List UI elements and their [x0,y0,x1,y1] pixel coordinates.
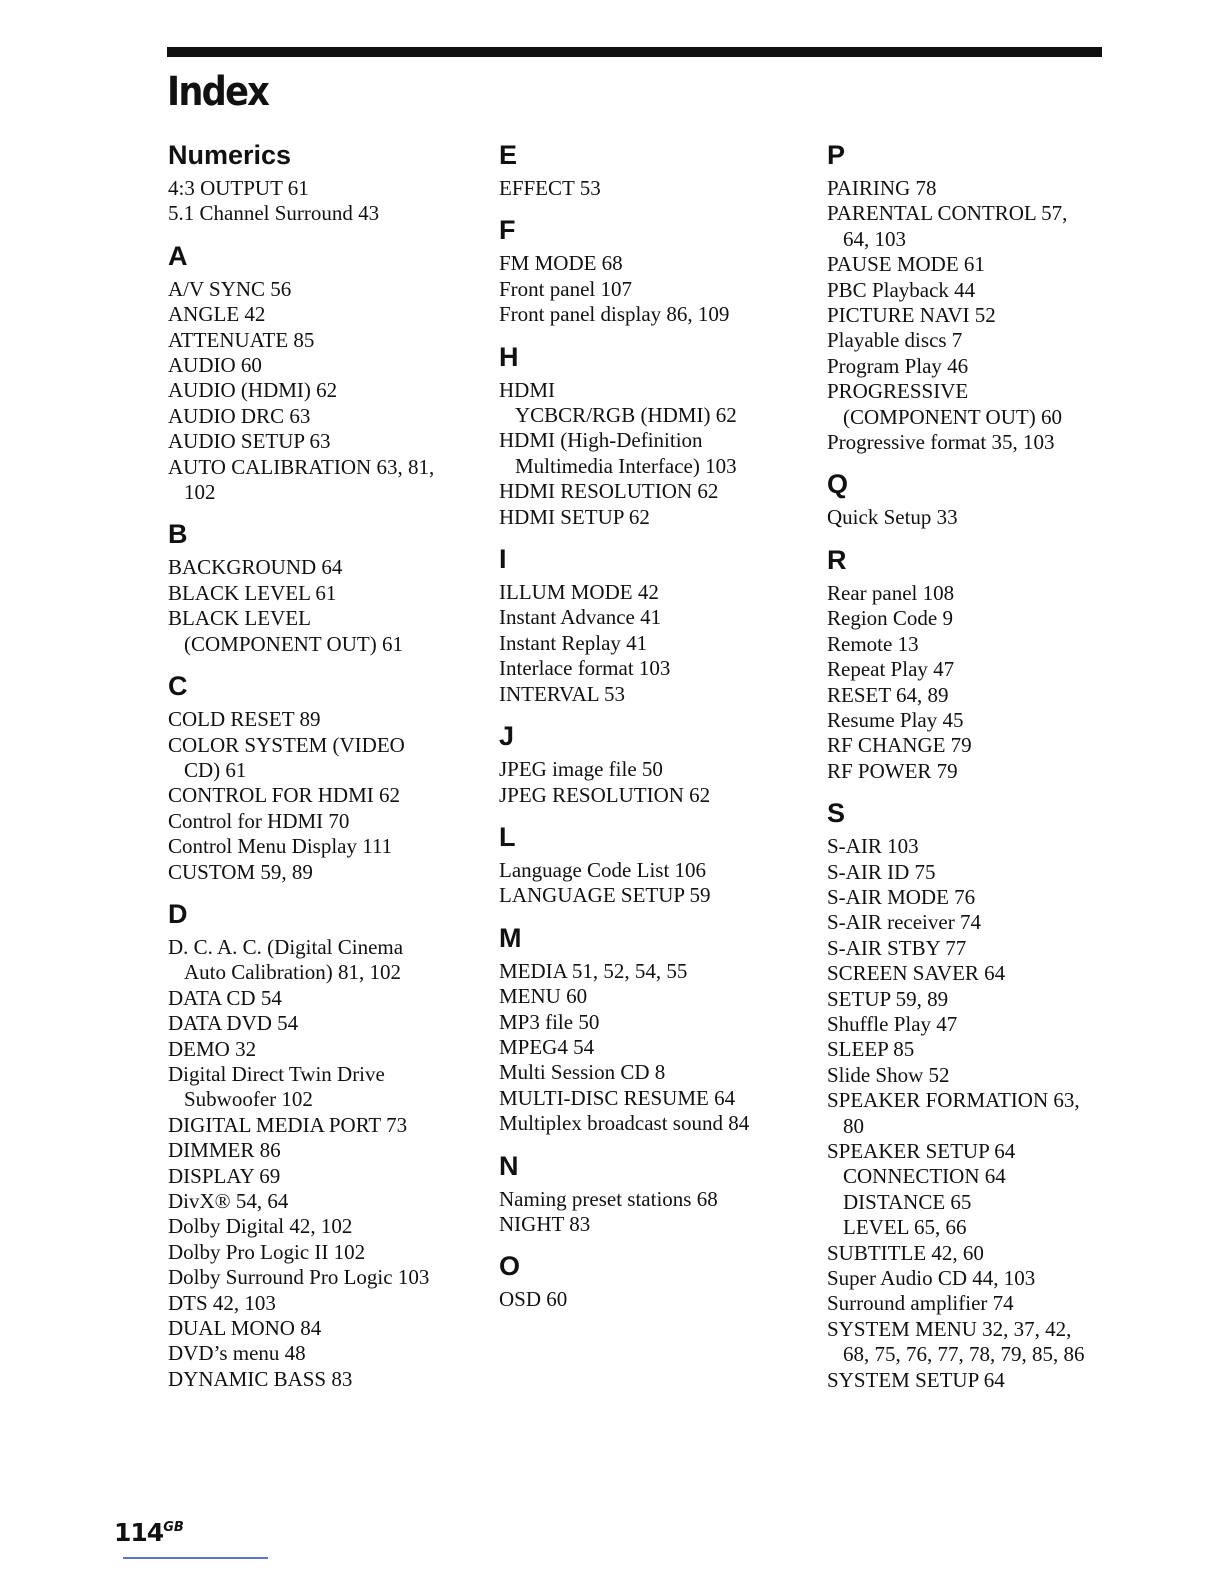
index-entry [499,378,809,429]
index-section [499,721,809,808]
index-entry-text: S-AIR ID 75 [827,859,936,884]
index-entry [827,581,1127,606]
index-entry-continuation: 80 [843,1113,864,1138]
index-entry-text: Language Code List 106 [499,857,707,882]
index-entry-text: S-AIR MODE 76 [827,884,976,909]
index-section [168,140,478,227]
index-entry [827,379,1127,430]
index-entry [168,606,478,657]
index-section [499,544,809,707]
index-entry [827,910,1127,935]
index-entry [499,605,809,630]
index-entry-continuation: Subwoofer 102 [184,1087,313,1112]
index-entry [168,1367,478,1392]
entry-list [168,176,478,227]
index-entry-text: DATA DVD 54 [168,1011,299,1036]
index-entry-text: HDMI [499,377,555,402]
index-entry [168,581,478,606]
index-entry-text: DTS 42, 103 [168,1290,276,1315]
index-entry [168,1291,478,1316]
index-entry-text: SPEAKER SETUP 64 [827,1139,1016,1163]
page-number-value: 114 [114,1518,164,1547]
index-entry-text: BLACK LEVEL [168,606,311,631]
index-entry-text: AUTO CALIBRATION 63, 81, [168,454,435,479]
index-entry [499,631,809,656]
index-entry [499,479,809,504]
index-entry-text: LANGUAGE SETUP 59 [499,883,711,908]
index-entry-text: Repeat Play 47 [827,657,955,682]
index-entry-continuation: 68, 75, 76, 77, 78, 79, 85, 86 [843,1342,1085,1367]
section-heading: B [168,519,188,550]
top-rule [167,47,1102,57]
index-entry-text: D. C. A. C. (Digital Cinema [168,934,404,959]
section-heading: H [499,341,519,372]
index-section [499,215,809,327]
section-heading: F [499,215,516,246]
index-entry-text: Super Audio CD 44, 103 [827,1266,1036,1291]
index-entry [827,1368,1127,1393]
index-entry [168,707,478,732]
index-entry [827,278,1127,303]
entry-list [499,251,809,327]
index-entry-continuation: DISTANCE 65 [843,1189,972,1214]
index-entry [827,354,1127,379]
index-entry-text: COLOR SYSTEM (VIDEO [168,732,405,757]
index-entry-text: DivX® 54, 64 [168,1189,289,1213]
index-entry-continuation: YCBCR/RGB (HDMI) 62 [515,403,737,428]
index-entry [168,1265,478,1290]
index-entry-text: ILLUM MODE 42 [499,580,659,605]
index-entry-text: S-AIR receiver 74 [827,910,981,935]
index-entry [827,987,1127,1012]
entry-list [827,581,1127,784]
index-entry [827,505,1127,530]
index-entry-text: HDMI (High-Definition [499,428,703,453]
index-entry [168,860,478,885]
index-entry [827,1139,1127,1241]
index-entry [827,1063,1127,1088]
index-entry [168,302,478,327]
index-entry-text: Remote 13 [827,631,919,656]
index-entry-text: JPEG image file 50 [499,757,663,782]
section-heading: S [827,798,846,829]
index-entry [168,378,478,403]
index-entry-text: Quick Setup 33 [827,505,958,530]
index-section [168,241,478,506]
index-entry-text: FM MODE 68 [499,251,623,276]
index-entry-text: Multi Session CD 8 [499,1060,666,1085]
index-entry-continuation: 102 [184,480,216,505]
index-entry-text: DEMO 32 [168,1036,257,1061]
page-title: Index [167,69,269,115]
index-entry-text: S-AIR 103 [827,834,919,859]
index-entry [168,455,478,506]
section-heading: Q [827,469,849,500]
index-entry [499,277,809,302]
index-entry-text: Control Menu Display 111 [168,834,393,859]
index-entry-text: SYSTEM MENU 32, 37, 42, [827,1316,1072,1341]
index-entry-text: SPEAKER FORMATION 63, [827,1088,1080,1113]
index-entry [499,1287,809,1312]
section-heading: R [827,544,847,575]
index-entry-text: S-AIR STBY 77 [827,935,967,960]
index-entry [499,580,809,605]
index-entry-text: Program Play 46 [827,353,969,378]
index-column-3 [827,140,1127,1393]
index-entry-continuation: CD) 61 [184,757,247,782]
entry-list [168,555,478,657]
index-entry-text: Dolby Pro Logic II 102 [168,1239,366,1264]
index-entry-text: AUDIO 60 [168,353,262,378]
index-entry-continuation: (COMPONENT OUT) 61 [184,631,403,656]
index-entry-text: OSD 60 [499,1287,568,1312]
index-section [827,140,1127,455]
index-section [168,519,478,657]
footer-rule [123,1557,268,1559]
page-number-suffix: GB [163,1520,184,1535]
index-entry-text: 4:3 OUTPUT 61 [168,176,309,200]
index-entry [168,1011,478,1036]
index-entry [168,1240,478,1265]
index-entry-text: AUDIO DRC 63 [168,403,311,428]
section-heading: J [499,721,515,752]
index-entry [827,936,1127,961]
index-entry [168,1164,478,1189]
index-entry-text: BLACK LEVEL 61 [168,580,337,605]
index-entry [499,883,809,908]
index-entry-text: RF POWER 79 [827,758,958,783]
index-entry-text: RF CHANGE 79 [827,733,972,758]
index-entry [499,1187,809,1212]
entry-list [499,378,809,530]
index-entry-continuation: (COMPONENT OUT) 60 [843,404,1062,429]
index-entry-text: DYNAMIC BASS 83 [168,1366,353,1391]
index-entry [499,251,809,276]
index-entry-text: PROGRESSIVE [827,379,969,404]
index-entry [168,809,478,834]
index-entry-text: ANGLE 42 [168,302,266,327]
index-entry-continuation: Multimedia Interface) 103 [515,453,737,478]
index-entry [827,657,1127,682]
index-entry-text: DATA CD 54 [168,985,282,1010]
index-entry [168,1189,478,1214]
index-entry-text: Naming preset stations 68 [499,1186,718,1211]
entry-list [827,834,1127,1393]
index-entry [168,328,478,353]
index-entry [827,606,1127,631]
index-entry-text: SCREEN SAVER 64 [827,961,1006,986]
index-entry-text: ATTENUATE 85 [168,327,315,352]
entry-list [499,858,809,909]
index-entry-text: SUBTITLE 42, 60 [827,1240,984,1265]
page-number [114,1518,184,1547]
section-heading: Numerics [168,140,292,170]
index-entry-text: Interlace format 103 [499,656,671,681]
index-entry [168,783,478,808]
index-entry-text: PAUSE MODE 61 [827,252,985,277]
entry-list [499,580,809,707]
index-entry [168,555,478,580]
index-entry [499,1212,809,1237]
index-entry-continuation: 64, 103 [843,226,906,251]
index-entry-text: HDMI SETUP 62 [499,504,650,529]
index-entry [827,328,1127,353]
index-section [168,899,478,1392]
index-entry [499,1111,809,1136]
index-entry-text: PICTURE NAVI 52 [827,303,996,328]
index-entry-text: Digital Direct Twin Drive [168,1061,385,1086]
index-entry-text: AUDIO SETUP 63 [168,429,331,454]
index-entry-text: Slide Show 52 [827,1062,950,1087]
index-entry-text: 5.1 Channel Surround 43 [168,201,380,226]
index-entry [168,733,478,784]
index-entry [168,404,478,429]
index-entry [499,984,809,1009]
index-entry-text: PBC Playback 44 [827,277,976,302]
index-entry-text: Front panel display 86, 109 [499,302,730,327]
index-entry-text: Playable discs 7 [827,328,963,353]
index-entry-text: MEDIA 51, 52, 54, 55 [499,958,688,983]
entry-list [168,935,478,1392]
index-section [499,1151,809,1238]
index-entry [168,1214,478,1239]
index-column-2 [499,140,809,1313]
index-entry [168,1037,478,1062]
index-section [499,342,809,530]
index-entry-text: HDMI RESOLUTION 62 [499,479,719,504]
index-entry-text: CONTROL FOR HDMI 62 [168,783,400,808]
index-entry [499,682,809,707]
index-entry-text: MENU 60 [499,984,588,1009]
section-heading: P [827,140,846,170]
index-entry [168,176,478,201]
index-entry-text: RESET 64, 89 [827,682,949,707]
index-entry [827,176,1127,201]
index-entry-text: DIGITAL MEDIA PORT 73 [168,1112,408,1137]
index-entry-text: Instant Replay 41 [499,630,648,655]
index-entry-text: Progressive format 35, 103 [827,430,1055,455]
index-section [499,140,809,201]
index-entry [168,1341,478,1366]
index-entry [827,1291,1127,1316]
entry-list [168,707,478,885]
index-entry [499,783,809,808]
section-heading: C [168,671,188,702]
index-entry [827,1241,1127,1266]
index-entry [168,1316,478,1341]
entry-list [499,176,809,201]
index-entry-text: DUAL MONO 84 [168,1316,322,1341]
section-heading: A [168,240,188,271]
index-entry [168,201,478,226]
index-entry-text: INTERVAL 53 [499,681,626,706]
index-entry-text: Multiplex broadcast sound 84 [499,1111,750,1136]
index-entry [827,1012,1127,1037]
section-heading: M [499,922,522,953]
index-entry [827,1317,1127,1368]
entry-list [499,1187,809,1238]
index-entry-text: DVD’s menu 48 [168,1341,306,1366]
index-entry [168,1113,478,1138]
entry-list [168,277,478,506]
entry-list [827,176,1127,455]
index-entry-text: MULTI-DISC RESUME 64 [499,1085,736,1110]
index-entry-text: PARENTAL CONTROL 57, [827,201,1068,226]
index-entry-text: Resume Play 45 [827,707,964,732]
index-entry-text: Dolby Digital 42, 102 [168,1214,353,1239]
index-entry-text: PAIRING 78 [827,176,937,200]
index-entry [827,1266,1127,1291]
section-heading: E [499,140,518,170]
index-entry [827,733,1127,758]
index-section [499,822,809,909]
index-entry-text: NIGHT 83 [499,1211,591,1236]
index-entry-text: BACKGROUND 64 [168,555,343,580]
index-entry-text: A/V SYNC 56 [168,276,292,301]
index-entry [827,885,1127,910]
index-entry-text: Surround amplifier 74 [827,1291,1014,1316]
index-entry-text: DIMMER 86 [168,1138,281,1163]
index-entry [827,632,1127,657]
index-entry-continuation: CONNECTION 64 [843,1164,1006,1189]
entry-list [499,1287,809,1312]
index-entry-text: EFFECT 53 [499,176,601,200]
index-column-1 [168,140,478,1392]
index-entry-text: COLD RESET 89 [168,707,321,732]
index-entry [168,1062,478,1113]
index-entry [499,959,809,984]
index-entry [827,708,1127,733]
index-entry [827,683,1127,708]
index-entry-continuation: Auto Calibration) 81, 102 [184,960,401,985]
index-entry [499,176,809,201]
index-entry-continuation: LEVEL 65, 66 [843,1215,967,1240]
index-entry [168,1138,478,1163]
entry-list [499,757,809,808]
index-entry [827,1088,1127,1139]
index-entry-text: Dolby Surround Pro Logic 103 [168,1265,430,1290]
index-section [827,798,1127,1393]
index-entry [827,759,1127,784]
index-entry-text: Instant Advance 41 [499,605,662,630]
index-entry-text: AUDIO (HDMI) 62 [168,378,338,403]
index-entry-text: JPEG RESOLUTION 62 [499,782,711,807]
section-heading: O [499,1251,521,1282]
index-entry-text: DISPLAY 69 [168,1163,281,1188]
index-entry [499,1060,809,1085]
index-entry [499,1010,809,1035]
index-entry-text: Front panel 107 [499,276,632,301]
index-entry-text: Shuffle Play 47 [827,1011,958,1036]
entry-list [499,959,809,1137]
section-heading: N [499,1150,519,1181]
index-entry-text: SYSTEM SETUP 64 [827,1367,1005,1392]
index-section [499,1251,809,1312]
index-entry [827,430,1127,455]
section-heading: D [168,898,188,929]
index-entry [168,429,478,454]
index-entry [499,302,809,327]
index-entry [827,201,1127,252]
index-entry [168,986,478,1011]
index-section [168,671,478,885]
index-entry-text: MPEG4 54 [499,1034,595,1059]
entry-list [827,505,1127,530]
index-entry-text: SLEEP 85 [827,1037,915,1062]
index-entry-text: Rear panel 108 [827,580,955,605]
index-entry [827,834,1127,859]
index-entry [827,252,1127,277]
index-entry [499,757,809,782]
index-entry [499,505,809,530]
index-entry [499,1086,809,1111]
index-entry-text: CUSTOM 59, 89 [168,859,313,884]
index-section [827,545,1127,784]
index-section [827,469,1127,530]
index-entry [499,428,809,479]
index-entry [168,834,478,859]
index-entry [499,1035,809,1060]
index-entry [499,858,809,883]
index-entry-text: MP3 file 50 [499,1009,600,1034]
section-heading: L [499,821,516,852]
index-entry [827,961,1127,986]
section-heading: I [499,544,507,575]
index-entry [827,860,1127,885]
index-entry [168,353,478,378]
index-entry-text: Region Code 9 [827,606,953,631]
index-entry [168,277,478,302]
index-section [499,923,809,1137]
index-entry [827,303,1127,328]
index-entry-text: SETUP 59, 89 [827,986,949,1011]
index-entry [499,656,809,681]
index-entry [827,1037,1127,1062]
index-entry-text: Control for HDMI 70 [168,808,350,833]
index-entry [168,935,478,986]
